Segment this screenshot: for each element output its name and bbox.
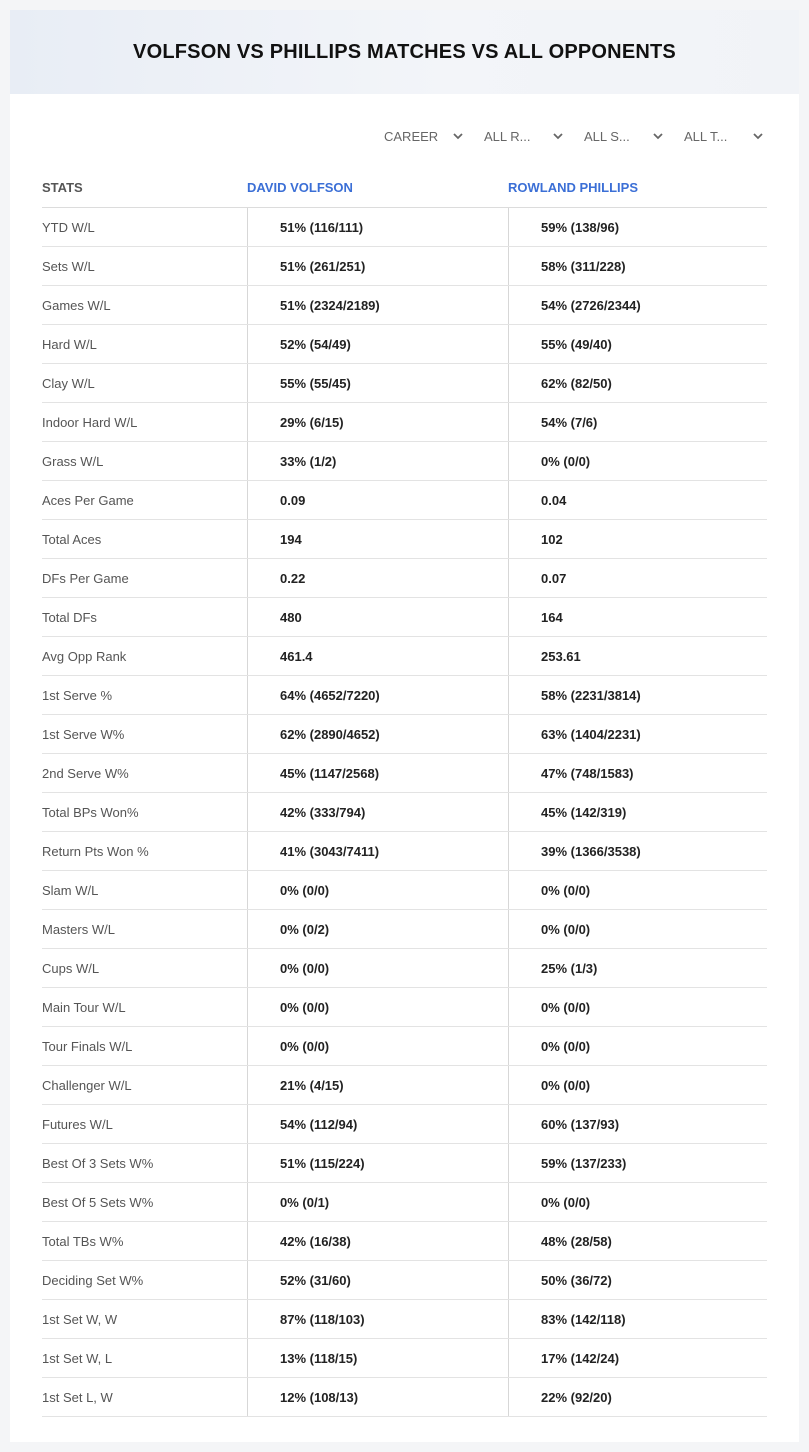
- stat-label: Challenger W/L: [42, 1077, 132, 1093]
- table-row: [42, 793, 767, 832]
- stat-label: Games W/L: [42, 297, 111, 313]
- player1-value: 52% (31/60): [247, 1261, 508, 1299]
- stat-label: Total TBs W%: [42, 1233, 124, 1249]
- stats-column-header: STATS: [42, 180, 83, 195]
- player2-value: 0.07: [508, 559, 767, 597]
- table-row: [42, 1378, 767, 1417]
- table-row: [42, 559, 767, 598]
- player2-value: 164: [508, 598, 767, 636]
- stat-label: Return Pts Won %: [42, 843, 149, 859]
- player2-value: 0% (0/0): [508, 910, 767, 948]
- table-row: [42, 637, 767, 676]
- player2-value: 83% (142/118): [508, 1300, 767, 1338]
- stat-label: Slam W/L: [42, 882, 99, 898]
- table-row: [42, 403, 767, 442]
- stat-label: Best Of 5 Sets W%: [42, 1194, 154, 1210]
- table-row: [42, 1144, 767, 1183]
- table-row: [42, 949, 767, 988]
- stat-label: Total Aces: [42, 531, 102, 547]
- player1-value: 0% (0/2): [247, 910, 508, 948]
- player1-value: 0% (0/0): [247, 949, 508, 987]
- stat-label: Futures W/L: [42, 1116, 113, 1132]
- stat-label: 1st Set W, L: [42, 1350, 113, 1366]
- player2-value: 59% (138/96): [508, 208, 767, 246]
- stat-label: Grass W/L: [42, 453, 104, 469]
- table-row: [42, 754, 767, 793]
- table-row: [42, 910, 767, 949]
- stat-label: Clay W/L: [42, 375, 95, 391]
- chevron-down-icon: [552, 130, 564, 142]
- player2-value: 0% (0/0): [508, 1183, 767, 1221]
- player2-value: 58% (2231/3814): [508, 676, 767, 714]
- table-row: [42, 1105, 767, 1144]
- table-row: [42, 1183, 767, 1222]
- chevron-down-icon: [652, 130, 664, 142]
- stat-label: Tour Finals W/L: [42, 1038, 133, 1054]
- player2-value: 58% (311/228): [508, 247, 767, 285]
- player1-value: 461.4: [247, 637, 508, 675]
- player2-value: 45% (142/319): [508, 793, 767, 831]
- filter-bar: [380, 126, 780, 146]
- player2-value: 63% (1404/2231): [508, 715, 767, 753]
- filter-label: ALL T...: [684, 128, 728, 144]
- table-row: [42, 442, 767, 481]
- player1-value: 29% (6/15): [247, 403, 508, 441]
- stat-label: 2nd Serve W%: [42, 765, 129, 781]
- stat-label: Best Of 3 Sets W%: [42, 1155, 154, 1171]
- filter-label: ALL R...: [484, 128, 531, 144]
- table-row: [42, 286, 767, 325]
- player1-value: 194: [247, 520, 508, 558]
- player1-value: 0% (0/1): [247, 1183, 508, 1221]
- player1-value: 54% (112/94): [247, 1105, 508, 1143]
- player1-value: 62% (2890/4652): [247, 715, 508, 753]
- player2-value: 59% (137/233): [508, 1144, 767, 1182]
- table-header: [42, 168, 767, 208]
- player1-value: 42% (16/38): [247, 1222, 508, 1260]
- player1-value: 42% (333/794): [247, 793, 508, 831]
- table-body: [42, 208, 767, 1417]
- stat-label: 1st Serve %: [42, 687, 113, 703]
- table-row: [42, 1300, 767, 1339]
- player1-value: 51% (116/111): [247, 208, 508, 246]
- player2-value: 0% (0/0): [508, 871, 767, 909]
- player1-value: 21% (4/15): [247, 1066, 508, 1104]
- table-row: [42, 871, 767, 910]
- table-row: [42, 208, 767, 247]
- player2-value: 102: [508, 520, 767, 558]
- stat-label: Main Tour W/L: [42, 999, 126, 1015]
- filter-round-select[interactable]: [480, 126, 580, 146]
- player1-value: 45% (1147/2568): [247, 754, 508, 792]
- player2-value: 0% (0/0): [508, 1027, 767, 1065]
- stat-label: DFs Per Game: [42, 570, 129, 586]
- filter-period-select[interactable]: [380, 126, 480, 146]
- stat-label: Total BPs Won%: [42, 804, 139, 820]
- page-title: VOLFSON VS PHILLIPS MATCHES VS ALL OPPONENTS: [133, 40, 676, 63]
- table-row: [42, 247, 767, 286]
- table-row: [42, 988, 767, 1027]
- player2-value: 22% (92/20): [508, 1378, 767, 1416]
- player1-value: 480: [247, 598, 508, 636]
- table-row: [42, 1261, 767, 1300]
- player2-value: 54% (2726/2344): [508, 286, 767, 324]
- table-row: [42, 1222, 767, 1261]
- player2-name-link[interactable]: ROWLAND PHILLIPS: [508, 180, 638, 195]
- stat-label: Total DFs: [42, 609, 97, 625]
- stat-label: Deciding Set W%: [42, 1272, 144, 1288]
- player1-value: 12% (108/13): [247, 1378, 508, 1416]
- table-row: [42, 1027, 767, 1066]
- player1-value: 0% (0/0): [247, 1027, 508, 1065]
- stat-label: 1st Serve W%: [42, 726, 125, 742]
- player1-value: 87% (118/103): [247, 1300, 508, 1338]
- player2-value: 0% (0/0): [508, 442, 767, 480]
- table-row: [42, 832, 767, 871]
- stat-label: Cups W/L: [42, 960, 100, 976]
- player2-value: 62% (82/50): [508, 364, 767, 402]
- stat-label: YTD W/L: [42, 219, 95, 235]
- stat-label: Indoor Hard W/L: [42, 414, 138, 430]
- player1-value: 0% (0/0): [247, 988, 508, 1026]
- player2-value: 47% (748/1583): [508, 754, 767, 792]
- table-row: [42, 1066, 767, 1105]
- table-row: [42, 676, 767, 715]
- filter-label: ALL S...: [584, 128, 630, 144]
- stat-label: Sets W/L: [42, 258, 95, 274]
- player1-value: 13% (118/15): [247, 1339, 508, 1377]
- stats-table: [42, 168, 767, 1417]
- player2-value: 54% (7/6): [508, 403, 767, 441]
- player2-value: 48% (28/58): [508, 1222, 767, 1260]
- stats-card: [10, 10, 799, 1442]
- table-row: [42, 520, 767, 559]
- player1-value: 0% (0/0): [247, 871, 508, 909]
- player2-value: 253.61: [508, 637, 767, 675]
- table-row: [42, 1339, 767, 1378]
- chevron-down-icon: [752, 130, 764, 142]
- stat-label: 1st Set W, W: [42, 1311, 118, 1327]
- player1-value: 51% (2324/2189): [247, 286, 508, 324]
- player1-value: 33% (1/2): [247, 442, 508, 480]
- player1-value: 52% (54/49): [247, 325, 508, 363]
- filter-tournament-select[interactable]: [680, 126, 780, 146]
- stat-label: 1st Set L, W: [42, 1389, 113, 1405]
- player1-value: 0.09: [247, 481, 508, 519]
- chevron-down-icon: [452, 130, 464, 142]
- stat-label: Aces Per Game: [42, 492, 134, 508]
- player2-value: 50% (36/72): [508, 1261, 767, 1299]
- table-row: [42, 325, 767, 364]
- stat-label: Hard W/L: [42, 336, 97, 352]
- player2-value: 0% (0/0): [508, 1066, 767, 1104]
- player1-value: 51% (261/251): [247, 247, 508, 285]
- player2-value: 17% (142/24): [508, 1339, 767, 1377]
- table-row: [42, 598, 767, 637]
- player2-value: 0% (0/0): [508, 988, 767, 1026]
- player1-value: 41% (3043/7411): [247, 832, 508, 870]
- card-header: [10, 10, 799, 94]
- player2-value: 25% (1/3): [508, 949, 767, 987]
- player1-name-link[interactable]: DAVID VOLFSON: [247, 180, 353, 195]
- stat-label: Avg Opp Rank: [42, 648, 127, 664]
- player2-value: 60% (137/93): [508, 1105, 767, 1143]
- player1-value: 51% (115/224): [247, 1144, 508, 1182]
- stat-label: Masters W/L: [42, 921, 115, 937]
- player2-value: 0.04: [508, 481, 767, 519]
- filter-surface-select[interactable]: [580, 126, 680, 146]
- table-row: [42, 481, 767, 520]
- filter-label: CAREER: [384, 128, 439, 144]
- player1-value: 0.22: [247, 559, 508, 597]
- table-row: [42, 715, 767, 754]
- player1-value: 55% (55/45): [247, 364, 508, 402]
- player2-value: 55% (49/40): [508, 325, 767, 363]
- player2-value: 39% (1366/3538): [508, 832, 767, 870]
- table-row: [42, 364, 767, 403]
- player1-value: 64% (4652/7220): [247, 676, 508, 714]
